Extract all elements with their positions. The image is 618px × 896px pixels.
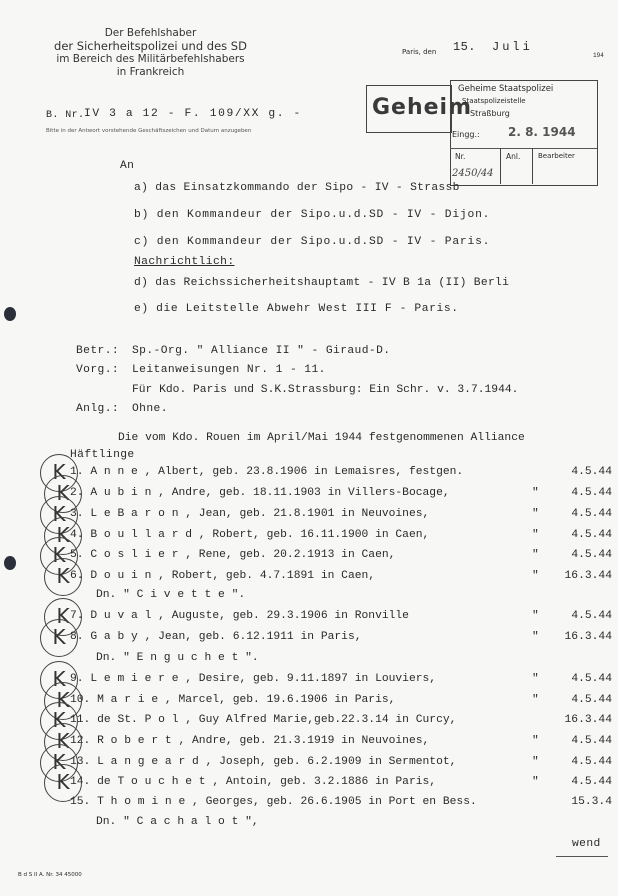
- vorg-text: Leitanweisungen Nr. 1 - 11.: [132, 364, 326, 376]
- prisoner-ditto-mark: ": [532, 673, 540, 685]
- addressee-e: e) die Leitstelle Abwehr West III F - Paris.: [134, 303, 459, 315]
- prisoner-entry: 13. L a n g e a r d , Joseph, geb. 6.2.1909 in Sermentot,: [70, 756, 457, 768]
- prisoner-ditto-mark: ": [532, 570, 540, 582]
- prisoner-ditto-mark: ": [532, 508, 540, 520]
- intro-line-2: Häftlinge: [70, 449, 135, 461]
- prisoner-entry: 1. A n n e , Albert, geb. 23.8.1906 in Lemaisres, festgen.: [70, 466, 464, 478]
- letterhead-line-3: im Bereich des Militärbefehlshabers: [56, 53, 245, 65]
- k-mark-circle: K: [40, 661, 78, 699]
- reference-note: Bitte in der Antwort vorstehende Geschäftszeichen und Datum anzugeben: [46, 128, 252, 134]
- betr-label: Betr.:: [76, 345, 120, 357]
- receipt-stamp-org-1: Geheime Staatspolizei: [458, 84, 554, 94]
- addressee-b: b) den Kommandeur der Sipo.u.d.SD - IV - Dijon.: [134, 209, 491, 221]
- addressee-d: d) das Reichssicherheitshauptamt - IV B 1a (II) Berli: [134, 277, 510, 289]
- prisoner-arrest-date: 4.5.44: [571, 529, 612, 541]
- addressee-nachrichtlich: Nachrichtlich:: [134, 256, 235, 268]
- receipt-stamp-org-2: Staatspolizeistelle: [462, 97, 526, 105]
- prisoner-entry: 2. A u b i n , Andre, geb. 18.11.1903 in Villers-Bocage,: [70, 487, 450, 499]
- prisoner-arrest-date: 4.5.44: [571, 549, 612, 561]
- receipt-stamp-org-3: Straßburg: [470, 109, 510, 118]
- k-mark-circle: K: [40, 496, 78, 534]
- fuer-text: Für Kdo. Paris und S.K.Strassburg: Ein Schr. v. 3.7.1944.: [132, 384, 519, 396]
- date-day: 15.: [453, 40, 476, 54]
- prisoner-arrest-date: 4.5.44: [571, 487, 612, 499]
- prisoner-entry: 4. B o u l l a r d , Robert, geb. 16.11.1900 in Caen,: [70, 529, 430, 541]
- prisoner-ditto-mark: ": [532, 776, 540, 788]
- receipt-col-anl: Anl.: [506, 152, 521, 161]
- addressee-c: c) den Kommandeur der Sipo.u.d.SD - IV - Paris.: [134, 236, 491, 248]
- k-mark-circle: K: [44, 517, 82, 555]
- prisoner-arrest-date: 4.5.44: [571, 466, 612, 478]
- addressee-an: An: [120, 160, 135, 172]
- prisoner-ditto-mark: ": [532, 756, 540, 768]
- anlg-text: Ohne.: [132, 403, 168, 415]
- receipt-stamp-eingang-label: Eingg.:: [452, 130, 480, 139]
- vorg-label: Vorg.:: [76, 364, 120, 376]
- k-mark-circle: K: [40, 537, 78, 575]
- prisoner-ditto-mark: ": [532, 529, 540, 541]
- prisoner-arrest-date: 4.5.44: [571, 610, 612, 622]
- prisoner-entry: 7. D u v a l , Auguste, geb. 29.3.1906 in Ronville: [70, 610, 409, 622]
- prisoner-entry: 11. de St. P o l , Guy Alfred Marie,geb.22.3.14 in Curcy,: [70, 714, 457, 726]
- receipt-stamp-date: 2. 8. 1944: [508, 125, 576, 139]
- prisoner-entry: 12. R o b e r t , Andre, geb. 21.3.1919 in Neuvoines,: [70, 735, 430, 747]
- k-mark-circle: K: [40, 744, 78, 782]
- prisoner-ditto-mark: ": [532, 631, 540, 643]
- prisoner-entry: 15. T h o m i n e , Georges, geb. 26.6.1905 in Port en Bess.: [70, 796, 477, 808]
- k-mark-circle: K: [40, 702, 78, 740]
- prisoner-arrest-date: 4.5.44: [571, 694, 612, 706]
- receipt-col-nr: Nr.: [455, 152, 466, 161]
- k-mark-circle: K: [44, 475, 82, 513]
- footer-wend: wend: [572, 838, 601, 850]
- prisoner-entry: 3. L e B a r o n , Jean, geb. 21.8.1901 in Neuvoines,: [70, 508, 430, 520]
- prisoner-entry: Dn. " E n g u c h e t ".: [96, 652, 259, 664]
- date-year: 194: [593, 52, 604, 59]
- prisoner-ditto-mark: ": [532, 694, 540, 706]
- prisoner-entry: 8. G a b y , Jean, geb. 6.12.1911 in Paris,: [70, 631, 362, 643]
- prisoner-arrest-date: 4.5.44: [571, 756, 612, 768]
- prisoner-ditto-mark: ": [532, 735, 540, 747]
- k-mark-circle: K: [44, 682, 82, 720]
- place-label: Paris, den: [402, 48, 437, 56]
- prisoner-arrest-date: 4.5.44: [571, 508, 612, 520]
- prisoner-ditto-mark: ": [532, 610, 540, 622]
- k-mark-circle: K: [40, 454, 78, 492]
- betr-text: Sp.-Org. " Alliance II " - Giraud-D.: [132, 345, 391, 357]
- prisoner-arrest-date: 4.5.44: [571, 776, 612, 788]
- prisoner-entry: 5. C o s l i e r , Rene, geb. 20.2.1913 in Caen,: [70, 549, 396, 561]
- prisoner-entry: 6. D o u i n , Robert, geb. 4.7.1891 in Caen,: [70, 570, 376, 582]
- prisoner-ditto-mark: ": [532, 487, 540, 499]
- geheim-stamp-text: Geheim: [372, 95, 473, 120]
- anlg-label: Anlg.:: [76, 403, 120, 415]
- prisoner-entry: Dn. " C a c h a l o t ",: [96, 816, 259, 828]
- receipt-col-bearbeiter: Bearbeiter: [538, 152, 575, 160]
- letterhead-line-4: in Frankreich: [116, 66, 185, 78]
- intro-line-1: Die vom Kdo. Rouen im April/Mai 1944 festgenommenen Alliance: [118, 432, 525, 444]
- punch-hole-icon: [4, 556, 16, 570]
- k-mark-circle: K: [44, 764, 82, 802]
- receipt-number: 2450/44: [452, 168, 494, 179]
- punch-hole-icon: [4, 307, 16, 321]
- k-mark-circle: K: [44, 558, 82, 596]
- prisoner-entry: 14. de T o u c h e t , Antoin, geb. 3.2.1886 in Paris,: [70, 776, 437, 788]
- k-mark-circle: K: [40, 619, 78, 657]
- prisoner-entry: 9. L e m i e r e , Desire, geb. 9.11.1897 in Louviers,: [70, 673, 437, 685]
- letterhead-line-2: der Sicherheitspolizei und des SD: [54, 39, 247, 53]
- k-mark-circle: K: [44, 598, 82, 636]
- prisoner-arrest-date: 4.5.44: [571, 735, 612, 747]
- reference-label: B. Nr.: [46, 110, 85, 121]
- prisoner-arrest-date: 16.3.44: [564, 631, 612, 643]
- prisoner-arrest-date: 15.3.4: [571, 796, 612, 808]
- reference-number: IV 3 a 12 - F. 109/XX g. -: [84, 108, 302, 120]
- prisoner-arrest-date: 4.5.44: [571, 673, 612, 685]
- prisoner-arrest-date: 16.3.44: [564, 714, 612, 726]
- addressee-a: a) das Einsatzkommando der Sipo - IV - Strassb: [134, 182, 460, 194]
- letterhead: [38, 27, 263, 79]
- prisoner-ditto-mark: ": [532, 549, 540, 561]
- k-mark-circle: K: [44, 723, 82, 761]
- letterhead-line-1: Der Befehlshaber: [104, 27, 197, 39]
- footer-print-mark: B d S II A. Nr. 34 45000: [18, 872, 82, 878]
- prisoner-arrest-date: 16.3.44: [564, 570, 612, 582]
- date-month: Juli: [492, 40, 533, 54]
- prisoner-entry: Dn. " C i v e t t e ".: [96, 589, 246, 601]
- prisoner-entry: 10. M a r i e , Marcel, geb. 19.6.1906 in Paris,: [70, 694, 396, 706]
